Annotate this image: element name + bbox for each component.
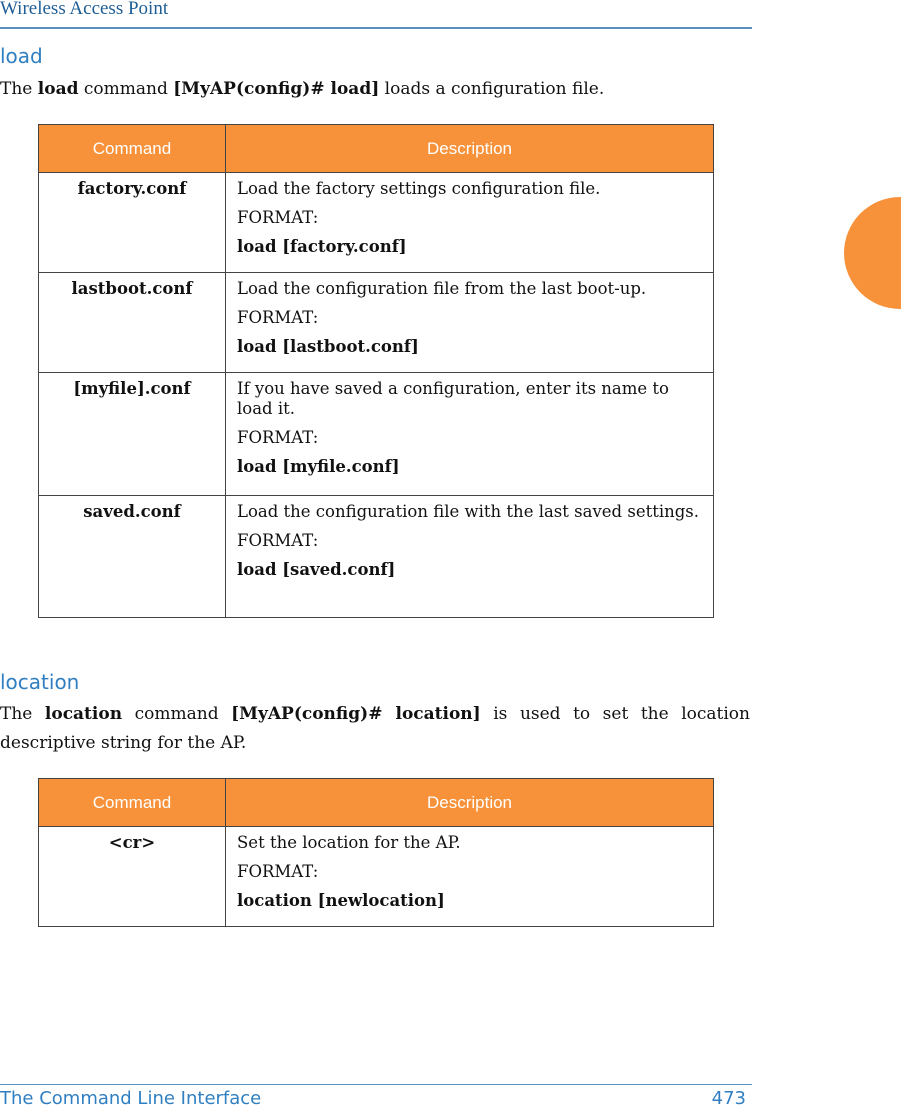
header-description: Description	[226, 779, 714, 827]
table-header-row	[39, 125, 714, 173]
table-row	[39, 273, 714, 373]
header-description: Description	[226, 125, 714, 173]
format-label: FORMAT:	[237, 208, 319, 227]
command-cell: [myfile].conf	[39, 373, 226, 496]
format-syntax: load [lastboot.conf]	[237, 337, 419, 356]
header-command: Command	[39, 125, 226, 173]
description-text: If you have saved a configuration, enter its name to load it.	[237, 379, 669, 418]
table-row	[39, 827, 714, 927]
table-row	[39, 173, 714, 273]
intro-text: command	[78, 79, 174, 99]
command-cell: saved.conf	[39, 496, 226, 618]
description-cell	[226, 173, 714, 273]
header-command: Command	[39, 779, 226, 827]
intro-prompt: [MyAP(config)# location]	[231, 704, 481, 724]
section-title-location: location	[0, 670, 80, 694]
footer-page-number: 473	[711, 1088, 746, 1109]
format-label: FORMAT:	[237, 531, 319, 550]
format-syntax: load [myfile.conf]	[237, 457, 400, 476]
footer-chapter-title: The Command Line Interface	[0, 1088, 262, 1109]
format-label: FORMAT:	[237, 862, 319, 881]
intro-command: load	[37, 79, 79, 99]
table-row	[39, 373, 714, 496]
location-intro-paragraph	[0, 700, 750, 758]
intro-text: is used to set the location descriptive string for the AP.	[0, 704, 750, 753]
format-syntax: location [newlocation]	[237, 891, 445, 910]
intro-text: loads a configuration file.	[379, 79, 605, 99]
format-syntax: load [saved.conf]	[237, 560, 396, 579]
chapter-tab-marker	[844, 197, 901, 309]
description-cell	[226, 496, 714, 618]
table-row	[39, 496, 714, 618]
description-text: Set the location for the AP.	[237, 833, 461, 852]
description-text: Load the configuration file with the last saved settings.	[237, 502, 700, 521]
description-text: Load the configuration file from the last boot-up.	[237, 279, 647, 298]
running-header-title: Wireless Access Point	[0, 0, 169, 19]
section-title-load: load	[0, 44, 43, 68]
command-cell: <cr>	[39, 827, 226, 927]
description-cell	[226, 827, 714, 927]
header-rule	[0, 27, 752, 29]
intro-prompt: [MyAP(config)# load]	[173, 79, 380, 99]
format-syntax: load [factory.conf]	[237, 237, 407, 256]
description-cell	[226, 273, 714, 373]
intro-text: The	[0, 704, 45, 724]
intro-command: location	[44, 704, 123, 724]
command-cell: lastboot.conf	[39, 273, 226, 373]
format-label: FORMAT:	[237, 428, 319, 447]
description-text: Load the factory settings configuration file.	[237, 179, 601, 198]
footer-rule	[0, 1084, 752, 1085]
table-header-row	[39, 779, 714, 827]
command-cell: factory.conf	[39, 173, 226, 273]
load-command-table	[38, 124, 714, 618]
format-label: FORMAT:	[237, 308, 319, 327]
description-cell	[226, 373, 714, 496]
intro-text: command	[122, 704, 232, 724]
intro-text: The	[0, 79, 38, 99]
load-intro-paragraph	[0, 75, 750, 104]
location-command-table	[38, 778, 714, 927]
